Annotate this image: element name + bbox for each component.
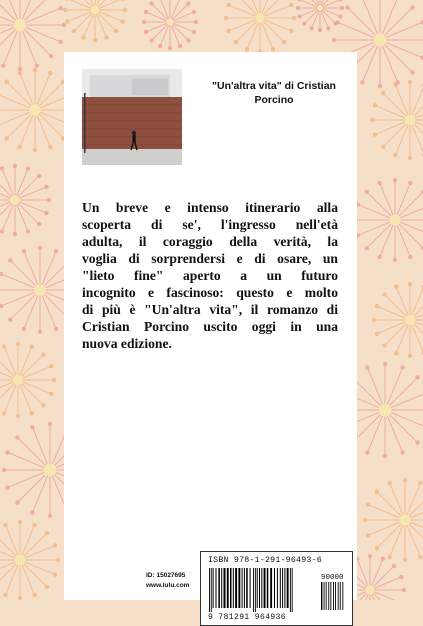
publisher-website: www.lulu.com (146, 581, 189, 591)
blurb-line: incognito e fascinoso: questo e molto (82, 284, 338, 301)
cover-photo (82, 69, 182, 165)
blurb-line: Cristian Porcino uscito oggi in una (82, 318, 338, 335)
blurb-line: "lieto fine" aperto a un futuro (82, 267, 338, 284)
publisher-info (146, 571, 189, 591)
blurb-line: scoperta di se', l'ingresso nell'età (82, 216, 338, 233)
back-cover-panel (64, 52, 357, 600)
barcode-bars (207, 568, 347, 616)
blurb-text (82, 199, 338, 352)
blurb-line: nuova edizione. (82, 335, 338, 352)
isbn-barcode (200, 551, 353, 626)
blurb-line: voglia di sorprendersi e di osare, un (82, 250, 338, 267)
price-code: 90000 (321, 574, 344, 582)
blurb-line: Un breve e intenso itinerario alla (82, 199, 338, 216)
blurb-line: adulta, il coraggio della verità, la (82, 233, 338, 250)
book-title: "Un'altra vita" di Cristian Porcino (194, 79, 354, 107)
isbn-label: ISBN 978-1-291-96493-6 (208, 556, 322, 565)
book-id: ID: 15027695 (146, 571, 189, 581)
barcode-number: 9 781291 964936 (208, 613, 286, 622)
blurb-line: di più è "Un'altra vita", il romanzo di (82, 301, 338, 318)
